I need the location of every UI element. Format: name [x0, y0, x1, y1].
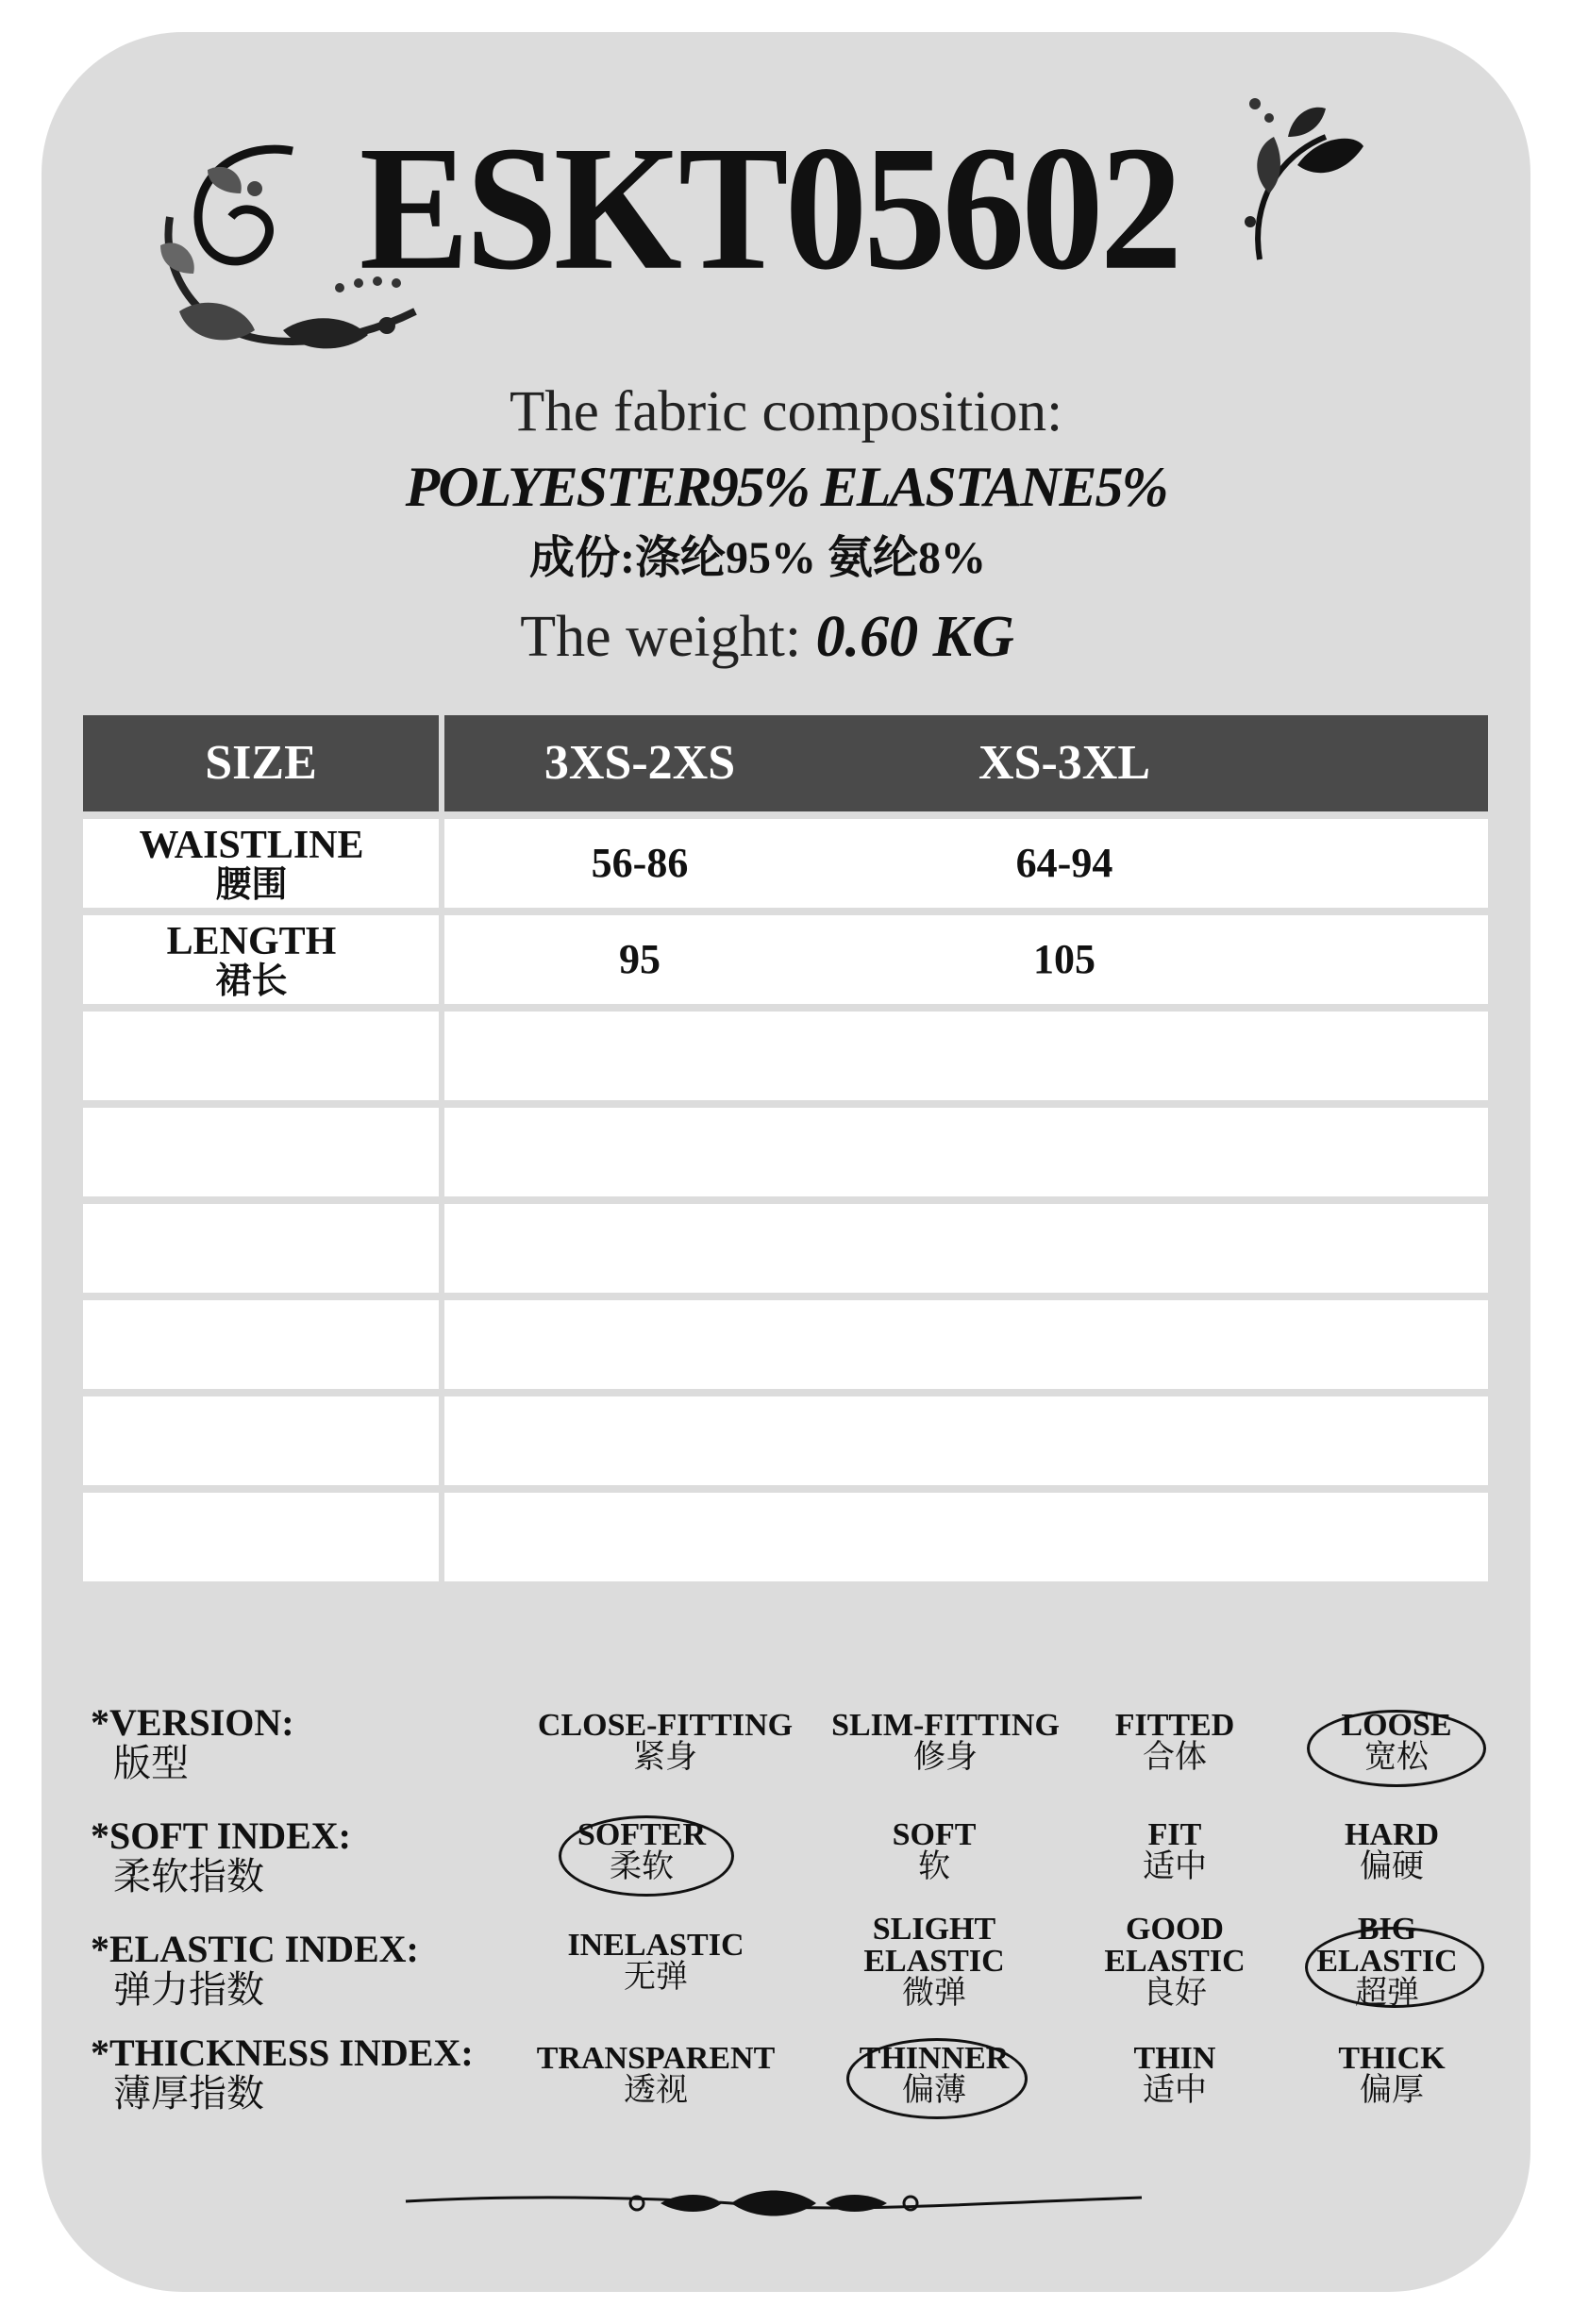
selected-marker-ellipse	[559, 1815, 734, 1897]
row-value: 56-86	[591, 840, 689, 886]
option-cn: 微弹	[902, 1976, 966, 2011]
empty-table-row	[83, 1493, 1488, 1581]
option-thin	[1062, 2043, 1288, 2107]
fabric-composition-chinese: 成份:涤纶95% 氨纶8%	[529, 533, 986, 583]
option-en: HARD	[1344, 1817, 1440, 1852]
row-label-en: WAISTLINE	[139, 824, 364, 867]
row-divider	[439, 1204, 444, 1293]
weight-value: 0.60 KG	[815, 605, 1014, 669]
row-label-cn: 裙长	[215, 961, 288, 1001]
size-table	[83, 715, 1488, 1581]
option-en: SLIM-FITTING	[831, 1708, 1060, 1743]
option-cn: 宽松	[1364, 1740, 1429, 1775]
thickness-label-en: *THICKNESS INDEX:	[91, 2031, 474, 2074]
option-en: SLIGHT	[872, 1912, 996, 1947]
option-cn: 柔软	[610, 1849, 674, 1884]
option-fit	[1062, 1819, 1288, 1883]
option-cn: 紧身	[633, 1740, 697, 1775]
option-cn: 合体	[1143, 1740, 1207, 1775]
option-en: ELASTIC	[1316, 1944, 1458, 1979]
option-slim-fitting	[813, 1710, 1078, 1774]
option-cn: 偏厚	[1360, 2073, 1424, 2108]
option-hard	[1279, 1819, 1505, 1883]
right-flourish-ornament	[1241, 80, 1368, 269]
option-en: THINNER	[859, 2041, 1010, 2076]
row-divider	[439, 819, 444, 908]
header-size: SIZE	[205, 736, 317, 790]
option-en: SOFTER	[577, 1817, 707, 1852]
elastic-label-cn: 弹力指数	[113, 1968, 264, 2011]
option-thick	[1279, 2043, 1505, 2107]
option-cn: 适中	[1143, 1849, 1207, 1884]
row-label	[83, 915, 420, 1000]
option-en: GOOD	[1126, 1912, 1224, 1947]
option-transparent	[524, 2043, 788, 2107]
option-cn: 适中	[1143, 2073, 1207, 2108]
header-size-range-2: XS-3XL	[978, 736, 1151, 790]
row-value: 64-94	[1015, 840, 1113, 886]
option-cn: 修身	[913, 1740, 978, 1775]
selected-marker-ellipse	[1307, 1710, 1486, 1787]
row-value: 95	[619, 936, 661, 982]
row-label-en: LENGTH	[166, 920, 337, 963]
fabric-composition-value: POLYESTER95% ELASTANE5%	[405, 456, 1167, 518]
soft-label-en: *SOFT INDEX:	[91, 1814, 351, 1857]
option-en: ELASTIC	[1104, 1944, 1246, 1979]
soft-label-cn: 柔软指数	[113, 1855, 264, 1898]
option-en: LOOSE	[1341, 1708, 1452, 1743]
weight-line	[0, 604, 1553, 671]
thickness-label-cn: 薄厚指数	[113, 2072, 264, 2115]
thickness-index-label	[91, 2033, 474, 2115]
table-row	[83, 915, 1488, 1004]
version-label-cn: 版型	[113, 1742, 189, 1784]
option-en: THICK	[1338, 2041, 1446, 2076]
option-en: SOFT	[892, 1817, 977, 1852]
selected-marker-ellipse	[1305, 1927, 1484, 2008]
option-cn: 良好	[1143, 1976, 1207, 2011]
soft-index-label	[91, 1816, 351, 1898]
option-en: CLOSE-FITTING	[537, 1708, 794, 1743]
fabric-composition-label: The fabric composition:	[509, 380, 1063, 443]
table-row	[83, 819, 1488, 908]
row-divider	[439, 1108, 444, 1196]
empty-table-row	[83, 1300, 1488, 1389]
row-label	[83, 819, 420, 904]
row-divider	[439, 1012, 444, 1100]
empty-table-row	[83, 1012, 1488, 1100]
selected-marker-ellipse	[846, 2038, 1028, 2119]
option-en: FITTED	[1114, 1708, 1235, 1743]
empty-table-row	[83, 1108, 1488, 1196]
option-good-elastic	[1062, 1914, 1288, 2010]
option-en: TRANSPARENT	[536, 2041, 776, 2076]
weight-label: The weight:	[520, 605, 802, 669]
version-label	[91, 1703, 294, 1784]
empty-table-row	[83, 1204, 1488, 1293]
empty-table-row	[83, 1396, 1488, 1485]
option-en: BIG	[1357, 1912, 1417, 1947]
table-header-row	[83, 715, 1488, 811]
row-divider	[439, 1300, 444, 1389]
option-inelastic	[538, 1930, 774, 1994]
option-soft	[821, 1819, 1047, 1883]
version-label-en: *VERSION:	[91, 1701, 294, 1744]
option-en: FIT	[1147, 1817, 1202, 1852]
row-value: 105	[1033, 936, 1095, 982]
option-cn: 偏硬	[1360, 1849, 1424, 1884]
row-divider	[439, 915, 444, 1004]
elastic-index-label	[91, 1930, 419, 2011]
option-en: ELASTIC	[863, 1944, 1005, 1979]
elastic-label-en: *ELASTIC INDEX:	[91, 1928, 419, 1970]
option-cn: 软	[918, 1849, 950, 1884]
option-en: THIN	[1133, 2041, 1216, 2076]
option-cn: 无弹	[624, 1960, 688, 1995]
option-cn: 透视	[624, 2073, 688, 2108]
header-divider	[439, 715, 444, 811]
option-close-fitting	[524, 1710, 807, 1774]
decorative-divider-ornament	[396, 2175, 1151, 2222]
option-slight-elastic	[821, 1914, 1047, 2010]
row-label-cn: 腰围	[215, 865, 288, 905]
option-cn: 超弹	[1355, 1976, 1419, 2011]
option-en: INELASTIC	[567, 1928, 744, 1963]
option-fitted	[1062, 1710, 1288, 1774]
row-divider	[439, 1493, 444, 1581]
product-code-title: ESKT05602	[359, 109, 1179, 307]
row-divider	[439, 1396, 444, 1485]
option-cn: 偏薄	[902, 2073, 966, 2108]
header-size-range-1: 3XS-2XS	[544, 736, 736, 790]
